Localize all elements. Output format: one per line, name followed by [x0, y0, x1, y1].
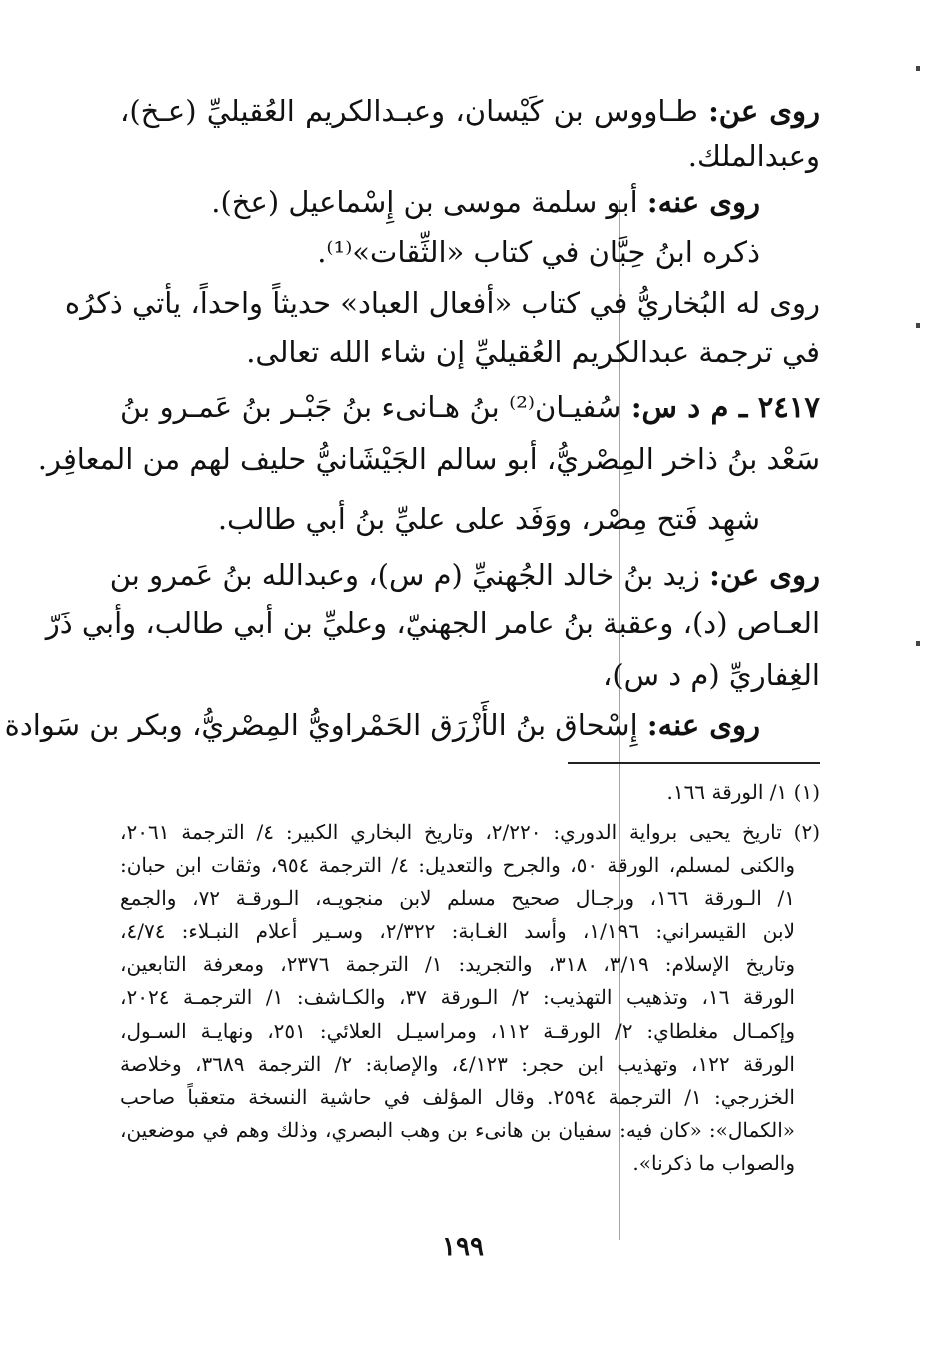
body-text: طـاووس بن كَيْسان، وعبـدالكريم العُقيليِّ (عـخ)، — [120, 94, 698, 128]
body-text: زيد بنُ خالد الجُهنيِّ (م س)، وعبدالله بنُ عَمرو بن — [109, 558, 700, 592]
body-line-2: وعبدالملك. — [687, 139, 820, 173]
footnote-2-line-5: وتاريخ الإسلام: ٣/١٩، ٣١٨، والتجريد: ١/ الترجمة ٢٣٧٦، ومعرفة التابعين، — [120, 952, 796, 976]
scan-speck — [916, 641, 920, 646]
footnote-2-line-8: الورقة ١٢٢، وتهذيب ابن حجر: ٤/١٢٣، والإصابة: ٢/ الترجمة ٣٦٨٩، وخلاصة — [120, 1052, 795, 1076]
body-text: سُفيـان⁽²⁾ بنُ هـانىء بنُ جَبْـر بنُ عَمـرو بنُ — [120, 390, 622, 424]
entry-heading-line — [120, 385, 820, 429]
footnote-2-line-6: الورقة ١٦، وتذهيب التهذيب: ٢/ الـورقة ٣٧، والكـاشف: ١/ الترجمـة ٢٠٢٤، — [120, 985, 795, 1009]
scan-speck — [916, 323, 920, 328]
body-line-13 — [4, 703, 760, 747]
narrated-by-label: روى عنه: — [646, 708, 760, 742]
body-text: إِسْحاق بنُ الأَزْرَق الحَمْراويُّ المِصْريُّ، وبكر بن سَوادة — [4, 708, 638, 742]
footnote-2-line-1: (٢) تاريخ يحيى برواية الدوري: ٢/٢٢٠، وتاريخ البخاري الكبير: ٤/ الترجمة ٢٠٦١، — [120, 820, 821, 844]
body-line-1 — [120, 89, 820, 133]
body-line-9: شهِد فَتح مِصْر، ووَفَد على عليِّ بنُ أبي طالب. — [217, 502, 760, 536]
narrated-by-label: روى عنه: — [646, 185, 760, 219]
footnote-2-line-7: وإكمـال مغلطاي: ٢/ الورقـة ١١٢، ومراسيـل العلائي: ٢٥١، ونهايـة السـول، — [120, 1019, 796, 1043]
footnote-2-line-9: الخزرجي: ١/ الترجمة ٢٥٩٤. وقال المؤلف في حاشية النسخة متعقباً صاحب — [120, 1085, 795, 1109]
body-line-12: الغِفاريِّ (م د س)، — [602, 658, 820, 692]
body-line-3 — [120, 180, 760, 224]
footnote-2-line-4: لابن القيسراني: ١/١٩٦، وأسد الغـابة: ٢/٣٢٢، وسـير أعلام النبـلاء: ٤/٧٤، — [120, 919, 795, 943]
body-line-5: روى له البُخاريُّ في كتاب «أفعال العباد» حديثاً واحداً، يأتي ذكرُه — [64, 286, 820, 320]
body-line-4: ذكره ابنُ حِبَّان في كتاب «الثِّقات»⁽¹⁾. — [317, 235, 760, 269]
footnote-1: (١) ١/ الورقة ١٦٦. — [666, 780, 820, 804]
body-line-6: في ترجمة عبدالكريم العُقيليِّ إن شاء الله تعالى. — [246, 335, 820, 369]
footnote-separator — [568, 762, 820, 764]
narrated-from-label: روى عن: — [709, 558, 820, 592]
narrated-from-label: روى عن: — [708, 94, 821, 128]
page-number: ١٩٩ — [442, 1232, 484, 1262]
footnote-2-line-2: والكنى لمسلم، الورقة ٥٠، والجرح والتعديل: ٤/ الترجمة ٩٥٤، وثقات ابن حبان: — [120, 853, 795, 877]
footnote-2-line-3: ١/ الـورقة ١٦٦، ورجـال صحيح مسلم لابن منجويـه، الـورقـة ٧٢، والجمع — [120, 886, 795, 910]
body-line-10 — [109, 553, 820, 597]
scan-speck — [916, 66, 920, 71]
footnote-2-line-11: والصواب ما ذكرنا». — [632, 1151, 795, 1175]
body-text: أبو سلمة موسى بن إِسْماعيل (عخ). — [211, 185, 638, 219]
entry-number: ٢٤١٧ ـ م د س: — [630, 390, 820, 424]
body-line-8: سَعْد بنُ ذاخر المِصْريُّ، أبو سالم الجَيْشَانيُّ حليف لهم من المعافِر. — [37, 442, 820, 476]
footnote-2-line-10: «الكمال»: «كان فيه: سفيان بن هانىء بن وهب البصري، وذلك وهم في موضعين، — [120, 1118, 795, 1142]
body-line-11: العـاص (د)، وعقبة بنُ عامر الجهنيّ، وعليِّ بن أبي طالب، وأبي ذَرّ — [45, 606, 820, 640]
